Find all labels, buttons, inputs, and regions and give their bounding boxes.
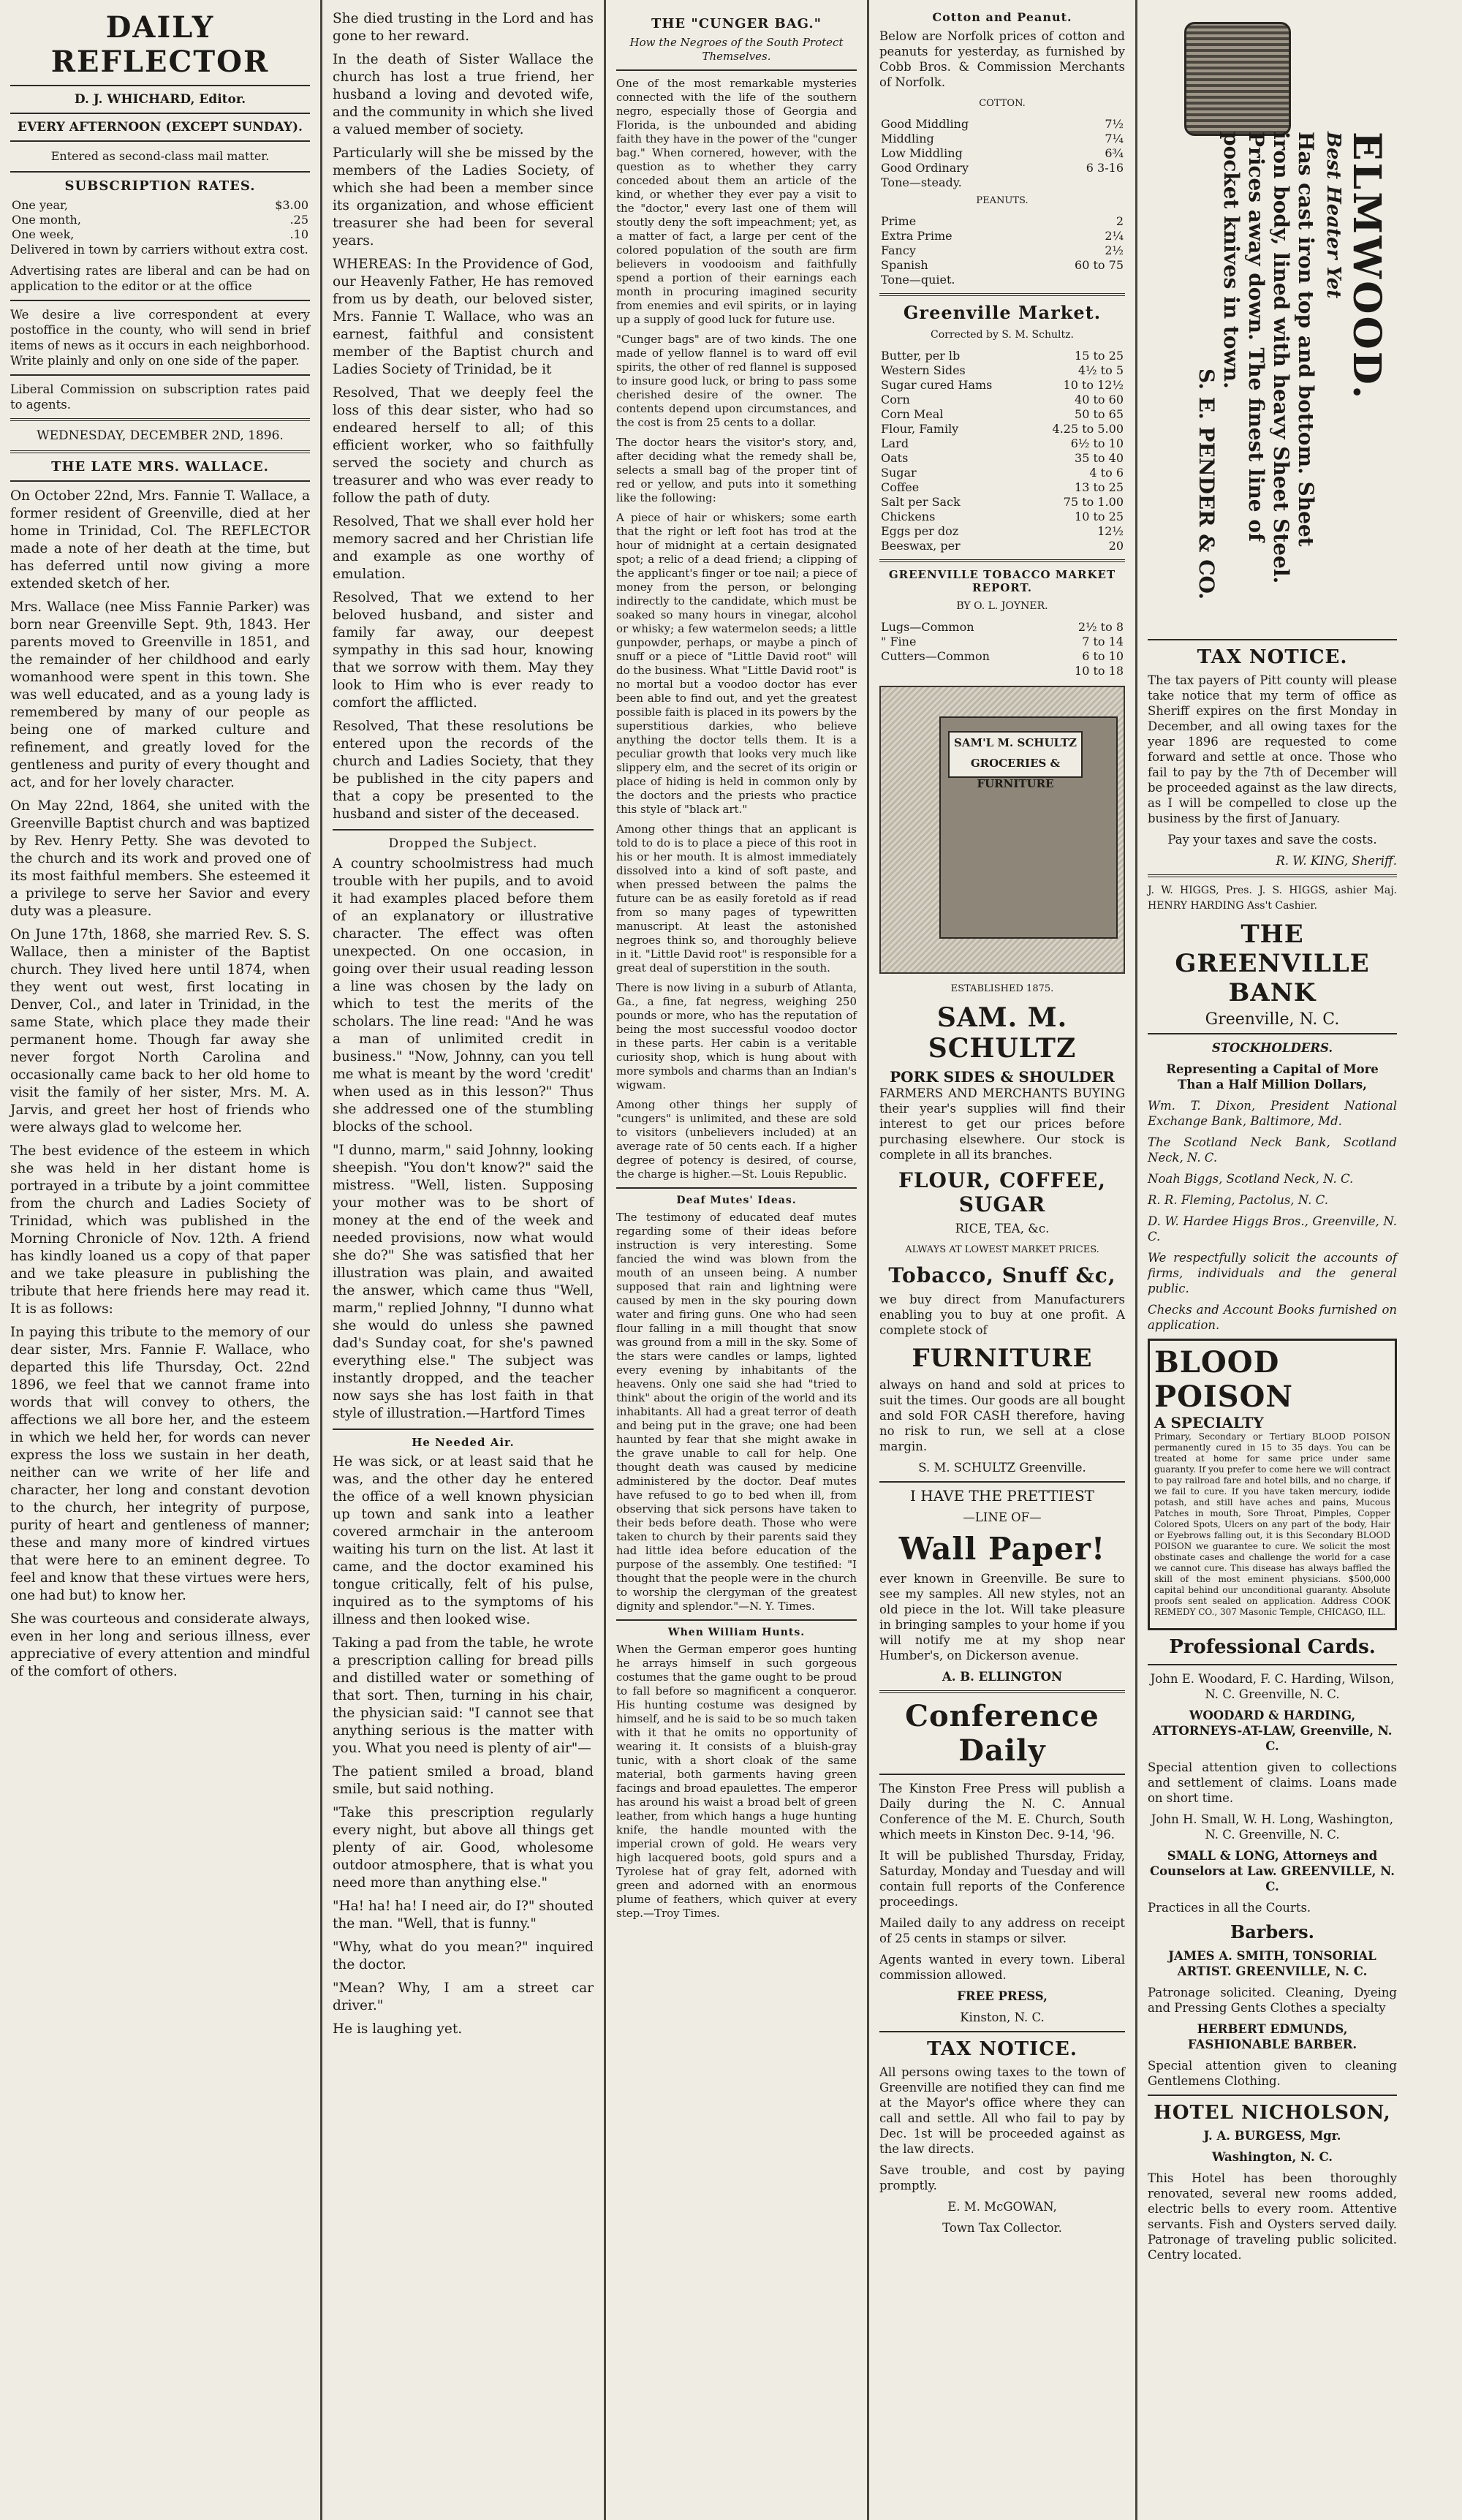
subscription-title: SUBSCRIPTION RATES.	[64, 178, 256, 194]
table-cell: Spanish	[881, 258, 928, 272]
table-cell: Prime	[881, 214, 917, 228]
conference-paragraph: It will be published Thursday, Friday, Saturday, Monday and Tuesday and will contain full reports of the Conference proceedings.	[879, 1849, 1125, 1909]
tobacco-table	[879, 620, 1125, 678]
schedule-line: EVERY AFTERNOON (EXCEPT SUNDAY).	[18, 120, 303, 135]
article-subtitle: How the Negroes of the South Protect Themselves.	[629, 36, 844, 63]
cotton-table	[879, 117, 1125, 190]
stockholder: D. W. Hardee Higgs Bros., Greenville, N. C.	[1148, 1214, 1397, 1244]
table-cell: 75 to 1.00	[1063, 495, 1124, 509]
divider	[879, 293, 1125, 296]
table-row	[879, 349, 1125, 363]
stockholder: The Scotland Neck Bank, Scotland Neck, N. C.	[1148, 1135, 1397, 1165]
table-row	[879, 363, 1125, 378]
story-title: He Needed Air.	[412, 1436, 515, 1449]
rate-price: $3.00	[275, 198, 308, 212]
subscription-rates	[10, 198, 310, 242]
peanut-head: PEANUTS.	[976, 195, 1029, 206]
divider	[879, 559, 1125, 562]
professional-card: John E. Woodard, F. C. Harding, Wilson, N. C. Greenville, N. C.	[1150, 1672, 1395, 1701]
divider	[10, 113, 310, 114]
schultz-prices: ALWAYS AT LOWEST MARKET PRICES.	[905, 1244, 1099, 1255]
table-cell: Oats	[881, 451, 909, 465]
town-tax-title: TAX NOTICE.	[927, 2038, 1077, 2060]
table-cell: Corn	[881, 393, 910, 406]
table-cell: Tone—steady.	[881, 175, 962, 189]
article-paragraph: When the German emperor goes hunting he arrays himself in such gorgeous costumes that the game ought to be proud to fall before so magnificent a conqueror. His hunting costume was designed by himself, and he is said to be so much taken with it that he omits no opportunity of wearing it. It consists of a bluish-gray tunic, with a short cloak of the same material, both garments having green facings and broad epaulettes. The emperor has around his waist a broad belt of green leather, from which hangs a huge hunting knife, the handle mounted with the imperial crown of gold. He wears very high lacquered boots, gold spurs and a Tyrolese hat of gray felt, adorned with green and adorned with an enormous plume of feathers, which quiver at every step.—Troy Times.	[616, 1643, 857, 1920]
table-cell: Chickens	[881, 510, 936, 523]
table-cell: 15 to 25	[1075, 349, 1124, 363]
obituary-paragraph: On October 22nd, Mrs. Fannie T. Wallace, a former resident of Greenville, died at her home in Trinidad, Col. The REFLECTOR made a note of her death at the time, but has deferred until now giving a more extended sketch of her.	[10, 488, 310, 591]
town-tax-paragraph: All persons owing taxes to the town of Greenville are notified they can find me at the Mayor's office where they can call and settle. All who fail to pay by Dec. 1st will be proceeded against as the law directs.	[879, 2065, 1125, 2156]
heater-stove	[1184, 22, 1291, 136]
article-paragraph: The testimony of educated deaf mutes regarding some of their ideas before instruction is very interesting. Some fancied the wind was blown from the mouth of an unseen being. A number supposed that rain and lightning were caused by men in the sky pouring down water and firing guns. One who had seen flour falling in a mill thought that snow was ground from a mill in the sky. Some of the stars were candles or lamps, lighted every evening by inhabitants of the heavens. Only one said she had "tried to think" about the origin of the world and its inhabitants. All had a great terror of death and being put in the grave; one had been haunted by fear that she might awake in the grave unable to call for help. One thought death was caused by medicine administered by the doctor. Deaf mutes have refused to go to bed when ill, from observing that sick persons have taken to their beds before death. Those who were taken to church by their parents said they had little idea before education of the purpose of the assembly. One testified: "I thought that the people were in the church to worship the clergyman of the greatest dignity and splendor."—N. Y. Times.	[616, 1211, 857, 1613]
stockholder: Noah Biggs, Scotland Neck, N. C.	[1148, 1172, 1354, 1186]
professional-card: Practices in all the Courts.	[1148, 1901, 1311, 1915]
schultz-name: SAM. M. SCHULTZ	[928, 1002, 1077, 1064]
table-cell: Lugs—Common	[881, 620, 974, 634]
conference-paragraph: The Kinston Free Press will publish a Daily during the N. C. Annual Conference of the M. E. Church, South which meets in Kinston Dec. 9-14, '96.	[879, 1782, 1125, 1842]
wallpaper-paragraph: ever known in Greenville. Be sure to see my samples. All new styles, not an old piece in the lot. Will take pleasure in bringing samples to your home if you will notify me at my shop near Humber's, on Dickerson avenue.	[879, 1572, 1125, 1662]
commission-note: Liberal Commission on subscription rates paid to agents.	[10, 382, 310, 412]
table-cell: " Fine	[881, 635, 917, 648]
schultz-line: PORK SIDES & SHOULDER	[890, 1068, 1115, 1086]
wallpaper-title: Wall Paper!	[898, 1531, 1106, 1567]
bank-title: THE GREENVILLE BANK	[1175, 920, 1370, 1007]
article-paragraph: "Cunger bags" are of two kinds. The one made of yellow flannel is to ward off evil spirits, the other of red flannel is supposed to insure good luck, or bring to pass some cherished desire of the owner. The contents depend upon circumstances, and the cost is from 25 cents to a dollar.	[616, 333, 857, 429]
professional-card: Special attention given to collections and settlement of claims. Loans made on short time.	[1148, 1760, 1397, 1805]
table-row	[879, 273, 1125, 287]
professional-card: John H. Small, W. H. Long, Washington, N. C. Greenville, N. C.	[1151, 1812, 1394, 1842]
divider	[616, 69, 857, 71]
tobacco-title: GREENVILLE TOBACCO MARKET REPORT.	[888, 568, 1116, 594]
cotton-head: COTTON.	[979, 98, 1026, 109]
heater-signature: S. E. PENDER & CO.	[1194, 368, 1219, 599]
table-cell: 6 3-16	[1086, 161, 1124, 175]
story-paragraph: "I dunno, marm," said Johnny, looking sheepish. "You don't know?" said the mistress. "Well, listen. Supposing your mother was to be short of money at the end of the week and needed provisions, now what would she do?" She was satisfied that her illustration was plain, and awaited the answer, which came thus "Well, marm," replied Johnny, "I dunno what she would do unless she pawned dad's Sunday coat, for she's pawned everything else." The subject was instantly dropped, and the teacher now says she has lost faith in that style of illustration.—Hartford Times	[333, 1143, 594, 1421]
obituary-title: THE LATE MRS. WALLACE.	[51, 459, 269, 474]
table-row	[879, 480, 1125, 495]
divider	[10, 480, 310, 482]
heater-brand: ELMWOOD.	[1344, 132, 1389, 401]
article-paragraph: One of the most remarkable mysteries connected with the life of the southern negro, especially those of Georgia and Florida, is the unbounded and abiding faith they have in the power of the "cunger bag." When cornered, however, with the question as to whether they carry conceded about them an article of the kind, or whether they ever pay a visit to the "doctor," every last one of them will stoutly deny the soft impeachment; yet, as a matter of fact, a large per cent of the colored population of the south are firm believers in voodooism and faithfully spend a portion of their earnings each month in procuring imagined security from enemies and evil spirits, or in laying up a supply of good luck for future use.	[616, 77, 857, 326]
table-cell: 40 to 60	[1075, 393, 1124, 406]
article-paragraph: A piece of hair or whiskers; some earth that the right or left foot has trod at the hour of midnight at a certain designated spot; a relic of a dead friend; a clipping of the applicant's finger or toe nail; a piece of money from the person, or belonging indirectly to the candidate, which must be soaked so many hours in vinegar, alcohol or whisky; a few watermelon seeds; a little gunpowder, perhaps, or maybe a pinch of snuff or a piece of "Little David root" will do the business. What "Little David root" is no mortal but a voodoo doctor has ever been able to find out, and yet the greatest possible faith is placed in its powers by the superstitious darkies, who believe anything the doctor tells them. It is a peculiar growth that looks very much like slippery elm, and the secret of its origin or place of hiding is held in common only by the doctors and the priests who practice this style of "black art."	[616, 511, 857, 816]
hotel-paragraph: This Hotel has been thoroughly renovated, several new rooms added, electric bells to every room. Attentive servants. Fish and Oysters served daily. Patronage of traveling public solicited. Centry located.	[1148, 2171, 1397, 2262]
table-cell: Flour, Family	[881, 422, 959, 436]
heater-illustration	[1148, 15, 1397, 124]
table-cell: 60 to 75	[1075, 258, 1124, 272]
heater-body: Has cast iron top and bottom. Sheet iron body, lined with heavy Sheet Steel. Prices away down. The finest line of pocket knives in town.	[1219, 132, 1318, 584]
table-cell: Good Middling	[881, 117, 969, 131]
blood-poison-sub: A SPECIALTY	[1154, 1414, 1264, 1431]
blood-poison-paragraph: Primary, Secondary or Tertiary BLOOD POISON permanently cured in 15 to 35 days. You can be treated at home for same price under same guaranty. If you prefer to come here we will contract to pay railroad fare and hotel bills, and no charge, if we fail to cure. If you have taken mercury, iodide potash, and still have aches and pains, Mucous Patches in mouth, Sore Throat, Pimples, Copper Colored Spots, Ulcers on any part of the body, Hair or Eyebrows falling out, it is this Secondary BLOOD POISON we guarantee to cure. We solicit the most obstinate cases and challenge the world for a case we cannot cure. This disease has always baffled the skill of the most eminent physicians. $500,000 capital behind our unconditional guaranty. Absolute proofs sent sealed on application. Address COOK REMEDY CO., 307 Masonic Temple, CHICAGO, ILL.	[1154, 1431, 1390, 1617]
blood-poison-ad	[1148, 1339, 1397, 1630]
town-tax-signature: Town Tax Collector.	[942, 2221, 1062, 2235]
sheriff-tax-paragraph: The tax payers of Pitt county will please take notice that my term of office as Sheriff expires on the first Monday in December, and all owing taxes for the year 1896 are requested to come forward and settle at once. Those who fail to pay by the 7th of December will be proceeded against as the law directs, as I will be compelled to close up the business by the first of January.	[1148, 673, 1397, 825]
tobacco-by: BY O. L. JOYNER.	[956, 600, 1048, 612]
rate-period: One month,	[12, 213, 81, 227]
table-cell: Coffee	[881, 480, 920, 494]
divider	[10, 374, 310, 376]
table-cell: 2½ to 8	[1077, 620, 1124, 634]
barber-card: Special attention given to cleaning Gentlemens Clothing.	[1148, 2059, 1397, 2088]
table-cell: Cutters—Common	[881, 649, 990, 663]
table-cell	[1050, 175, 1125, 190]
store-sign: SAM'L M. SCHULTZ GROCERIES & FURNITURE	[948, 731, 1083, 778]
article-paragraph: Among other things that an applicant is told to do is to place a piece of this root in his or her mouth. It is almost immediately dissolved into a kind of soft paste, and when pressed between the palms the future can be as easily foretold as if read from so many pages of typewritten manuscript. At least the astonished negroes think so, and thoroughly believe in it. "Little David root" is responsible for a great deal of superstition in the south.	[616, 822, 857, 975]
table-row	[879, 495, 1125, 510]
professional-card: SMALL & LONG, Attorneys and Counselors at Law. GREENVILLE, N. C.	[1150, 1849, 1395, 1893]
table-cell: 4.25 to 5.00	[1052, 422, 1124, 436]
bank-city: Greenville, N. C.	[1205, 1010, 1340, 1029]
divider	[879, 1481, 1125, 1483]
delivery-note: Delivered in town by carriers without extra cost.	[10, 243, 308, 257]
column-resolutions-stories	[322, 0, 604, 2520]
table-row	[879, 620, 1125, 635]
resolution-paragraph: Resolved, That we shall ever hold her memory sacred and her Christian life and example as one worthy of emulation.	[333, 514, 594, 582]
table-cell: 13 to 25	[1075, 480, 1124, 494]
story-paragraph: He is laughing yet.	[333, 2021, 463, 2037]
story-title: Dropped the Subject.	[388, 836, 538, 851]
table-row	[879, 258, 1125, 273]
table-cell: Salt per Sack	[881, 495, 961, 509]
obituary-paragraph: Mrs. Wallace (nee Miss Fannie Parker) was born near Greenville Sept. 9th, 1843. Her parents moved to Greenville in 1851, and the remainder of her childhood and early womanhood were spent in this town. She was well educated, and as a young lady is remembered by many of our people as being one of marked culture and refinement, and greatly loved for the gentleness and purity of every thought and act, and for her lovely character.	[10, 599, 310, 790]
barber-card: Patronage solicited. Cleaning, Dyeing and Pressing Gents Clothes a specialty	[1148, 1986, 1397, 2015]
stockholder: Wm. T. Dixon, President National Exchange Bank, Baltimore, Md.	[1148, 1099, 1397, 1128]
table-row	[879, 510, 1125, 524]
table-row	[879, 393, 1125, 407]
market-corrected: Corrected by S. M. Schultz.	[931, 329, 1074, 341]
resolution-paragraph: Resolved, That we deeply feel the loss of this dear sister, who had so endeared herself to all; of this efficient worker, who so faithfully served the society and church as treasurer and who was ever ready to follow the path of duty.	[333, 385, 594, 506]
table-cell: Fancy	[881, 243, 916, 257]
story-paragraph: He was sick, or at least said that he was, and the other day he entered the office of a well known physician up town and sank into a leather covered armchair in the anteroom waiting his turn on the list. At last it came, and the doctor examined his tongue critically, felt of his pulse, inquired as to the symptoms of his illness and then looked wise.	[333, 1454, 594, 1627]
table-row	[879, 422, 1125, 436]
blood-poison-title: BLOOD POISON	[1154, 1345, 1293, 1414]
barber-card: HERBERT EDMUNDS, FASHIONABLE BARBER.	[1187, 2022, 1357, 2051]
heater-title: Best Heater Yet	[1322, 132, 1344, 299]
table-cell: Butter, per lb	[881, 349, 961, 363]
table-cell: 7½	[1105, 117, 1124, 131]
table-cell: 10 to 25	[1075, 510, 1124, 523]
schultz-tobacco: Tobacco, Snuff &c,	[888, 1263, 1116, 1287]
table-row	[879, 146, 1125, 161]
entered-note: Entered as second-class mail matter.	[50, 149, 270, 163]
table-cell: 35 to 40	[1075, 451, 1124, 465]
article-paragraph: There is now living in a suburb of Atlanta, Ga., a fine, fat negress, weighing 250 pounds or more, who has the reputation of being the most successful voodoo doctor in these parts. Her cabin is a veritable curiosity shop, which is hung about with more symbols and charms than an Indian's wigwam.	[616, 981, 857, 1091]
hotel-manager: J. A. BURGESS, Mgr.	[1203, 2129, 1341, 2143]
table-cell	[879, 664, 1047, 678]
divider	[616, 1619, 857, 1621]
conference-signature: Kinston, N. C.	[960, 2010, 1045, 2024]
professional-cards-title: Professional Cards.	[1169, 1636, 1376, 1658]
table-cell: 2	[1116, 214, 1124, 228]
divider	[10, 300, 310, 301]
divider	[10, 171, 310, 173]
barber-card: JAMES A. SMITH, TONSORIAL ARTIST. GREENVILLE, N. C.	[1168, 1949, 1376, 1978]
table-cell: Corn Meal	[881, 407, 944, 421]
cotton-intro: Below are Norfolk prices of cotton and peanuts for yesterday, as furnished by Cobb Bros. & Commission Merchants of Norfolk.	[879, 29, 1125, 89]
town-tax-paragraph: Save trouble, and cost by paying promptly.	[879, 2163, 1125, 2192]
divider	[333, 1429, 594, 1430]
divider	[879, 2031, 1125, 2032]
table-row	[879, 132, 1125, 146]
resolution-paragraph: She died trusting in the Lord and has gone to her reward.	[333, 11, 594, 44]
barbers-title: Barbers.	[1230, 1921, 1315, 1942]
schultz-tobacco-paragraph: we buy direct from Manufacturers enabling you to buy at one profit. A complete stock of	[879, 1293, 1125, 1337]
sheriff-tax-title: TAX NOTICE.	[1197, 646, 1348, 668]
column-cunger-bag	[606, 0, 867, 2520]
column-markets-ads	[869, 0, 1135, 2520]
table-cell: Sugar	[881, 466, 917, 480]
wallpaper-signature: A. B. ELLINGTON	[942, 1670, 1063, 1684]
wallpaper-intro: I HAVE THE PRETTIEST	[910, 1487, 1094, 1505]
town-tax-signature: E. M. McGOWAN,	[947, 2200, 1057, 2214]
bank-paragraph: Checks and Account Books furnished on application.	[1148, 1303, 1397, 1332]
table-cell: 4½ to 5	[1077, 363, 1124, 377]
table-cell: Sugar cured Hams	[881, 378, 993, 392]
table-cell: 6 to 10	[1082, 649, 1124, 663]
obituary-paragraph: The best evidence of the esteem in which she was held in her distant home is portrayed in a tribute by a joint committee from the church and Ladies Society of Trinidad, which was published in the Morning Chronicle of Nov. 12th. A friend has kindly loaned us a copy of that paper and we take pleasure in publishing the tribute that here friends here may read it. It is as follows:	[10, 1143, 310, 1317]
rate-period: One year,	[12, 198, 68, 212]
column-bank-cards	[1137, 0, 1407, 2520]
table-cell: 10 to 12½	[1063, 378, 1124, 392]
schultz-goods2: RICE, TEA, &c.	[955, 1222, 1050, 1236]
divider	[1148, 1033, 1397, 1034]
story-paragraph: "Take this prescription regularly every night, but above all things get plenty of air. Good, wholesome outdoor atmosphere, that is what you need more than anything else."	[333, 1805, 594, 1891]
rate-period: One week,	[12, 227, 75, 241]
table-cell: Eggs per doz	[881, 524, 959, 538]
editor-line: D. J. WHICHARD, Editor.	[74, 92, 246, 107]
table-cell: 10 to 18	[1075, 664, 1124, 678]
divider	[879, 1690, 1125, 1693]
resolution-paragraph: In the death of Sister Wallace the church has lost a true friend, her husband a loving and devoted wife, and the community in which she lived a valued member of society.	[333, 52, 594, 137]
divider	[1148, 874, 1397, 877]
divider	[333, 829, 594, 830]
table-cell: 4 to 6	[1089, 466, 1124, 480]
table-cell: Western Sides	[881, 363, 966, 377]
divider	[10, 85, 310, 86]
story-paragraph: Taking a pad from the table, he wrote a prescription calling for bread pills and distilled water or something of that sort. Then, turning in his chair, the physician said: "I cannot see that anything serious is the matter with you. What you need is plenty of air"—	[333, 1635, 594, 1756]
divider	[1148, 639, 1397, 640]
schultz-goods: FLOUR, COFFEE, SUGAR	[898, 1168, 1106, 1217]
schultz-furniture: FURNITURE	[912, 1344, 1093, 1373]
table-cell: 7 to 14	[1082, 635, 1124, 648]
hotel-title: HOTEL NICHOLSON,	[1154, 2102, 1391, 2124]
divider	[616, 1187, 857, 1189]
resolution-paragraph: Resolved, That we extend to her beloved husband, and sister and family far away, our deepest sympathy in this sad hour, knowing that we sorrow with them. May they look to Him who is ever ready to comfort the afflicted.	[333, 590, 594, 711]
divider	[1148, 1664, 1397, 1665]
table-cell: Good Ordinary	[881, 161, 969, 175]
wallpaper-line: —LINE OF—	[963, 1510, 1042, 1524]
divider	[10, 418, 310, 421]
article-title: When William Hunts.	[667, 1627, 806, 1638]
table-cell: Middling	[881, 132, 934, 145]
obituary-paragraph: On May 22nd, 1864, she united with the Greenville Baptist church and was baptized by Rev. Henry Petty. She was devoted to the church and its work and proved one of its most faithful members. She esteemed it a privilege to serve her Savior and every duty was a pleasure.	[10, 798, 310, 919]
bank-paragraph: We respectfully solicit the accounts of firms, individuals and the general public.	[1148, 1251, 1397, 1295]
market-table	[879, 349, 1125, 553]
store-illustration	[879, 686, 1125, 974]
table-row	[879, 524, 1125, 539]
divider	[10, 140, 310, 142]
table-row	[879, 466, 1125, 480]
story-paragraph: The patient smiled a broad, bland smile, but said nothing.	[333, 1764, 594, 1797]
correspondent-note: We desire a live correspondent at every postoffice in the county, who will send in brief items of news as it occurs in each neighborhood. Write plainly and only on one side of the paper.	[10, 308, 310, 368]
stockholders-intro: Representing a Capital of More Than a Half Million Dollars,	[1166, 1062, 1379, 1091]
table-cell: 2½	[1105, 243, 1124, 257]
table-row	[879, 407, 1125, 422]
sheriff-tax-paragraph: Pay your taxes and save the costs.	[1167, 833, 1377, 847]
table-cell: Extra Prime	[881, 229, 952, 243]
schultz-furniture-paragraph: always on hand and sold at prices to suit the times. Our goods are all bought and sold FOR CASH therefore, having no risk to run, we sell at a close margin.	[879, 1378, 1125, 1453]
peanut-table	[879, 214, 1125, 287]
market-title: Greenville Market.	[903, 302, 1102, 323]
story-paragraph: "Why, what do you mean?" inquired the doctor.	[333, 1940, 594, 1972]
table-cell: 6¾	[1105, 146, 1124, 160]
divider	[10, 450, 310, 453]
table-cell	[1026, 273, 1125, 287]
cotton-title: Cotton and Peanut.	[932, 10, 1072, 24]
rate-row	[10, 198, 310, 213]
obituary-paragraph: She was courteous and considerate always, even in her long and serious illness, ever appreciative of every attention and mindful of the comfort of others.	[10, 1611, 310, 1679]
rate-row	[10, 213, 310, 227]
resolution-paragraph: Particularly will she be missed by the members of the Ladies Society, of which she had been a member since its organization, and whose efficient treasurer she had been for several years.	[333, 145, 594, 249]
table-cell: Low Middling	[881, 146, 963, 160]
table-cell: 12½	[1097, 524, 1124, 538]
story-paragraph: "Mean? Why, I am a street car driver."	[333, 1980, 594, 2013]
table-cell: Beeswax, per	[881, 539, 961, 553]
table-cell: 20	[1108, 539, 1124, 553]
table-row	[879, 635, 1125, 649]
article-paragraph: The doctor hears the visitor's story, and, after deciding what the remedy shall be, selects a small bag of the proper tint of red or yellow, and puts into it something like the following:	[616, 436, 857, 504]
sheriff-signature: R. W. KING, Sheriff.	[1276, 854, 1397, 868]
masthead-title: DAILY REFLECTOR	[50, 10, 270, 79]
table-row	[879, 214, 1125, 229]
article-title: Deaf Mutes' Ideas.	[676, 1195, 797, 1206]
hotel-city: Washington, N. C.	[1211, 2150, 1333, 2164]
professional-card: WOODARD & HARDING, ATTORNEYS-AT-LAW, Greenville, N. C.	[1152, 1709, 1393, 1753]
table-row	[879, 664, 1125, 678]
heater-ad	[1145, 124, 1393, 607]
table-cell: 2¼	[1105, 229, 1124, 243]
table-row	[879, 436, 1125, 451]
stockholders-title: STOCKHOLDERS.	[1211, 1041, 1333, 1055]
divider	[1148, 2095, 1397, 2096]
conference-paragraph: Mailed daily to any address on receipt of 25 cents in stamps or silver.	[879, 1916, 1125, 1945]
table-cell: Lard	[881, 436, 909, 450]
table-row	[879, 539, 1125, 553]
conference-signature: FREE PRESS,	[957, 1989, 1048, 2003]
table-row	[879, 378, 1125, 393]
article-title: THE "CUNGER BAG."	[651, 16, 822, 31]
obituary-paragraph: In paying this tribute to the memory of our dear sister, Mrs. Fannie F. Wallace, who departed this life Thursday, Oct. 22nd 1896, we feel that we cannot frame into words that will convey to others, the affections we all bore her, and the esteem in which we held her, for words can never express the loss we sustain in her death, neither can we write of her life and character, her long and constant devotion to the church, her integrity of purpose, purity of heart and gentleness of manner; these and many more of kindred virtues that were here to an eminent degree. To feel and know that these virtues were hers, one had but) to know her.	[10, 1325, 310, 1603]
table-cell: 6½ to 10	[1070, 436, 1124, 450]
schultz-paragraph: FARMERS AND MERCHANTS BUYING their year's supplies will find their interest to get our prices before purchasing elsewhere. Our stock is complete in all its branches.	[879, 1086, 1125, 1162]
advertising-note: Advertising rates are liberal and can be had on application to the editor or at the office	[10, 264, 310, 293]
table-row	[879, 117, 1125, 132]
conference-paragraph: Agents wanted in every town. Liberal commission allowed.	[879, 1953, 1125, 1982]
table-cell: 7¼	[1105, 132, 1124, 145]
story-paragraph: "Ha! ha! ha! I need air, do I?" shouted the man. "Well, that is funny."	[333, 1899, 594, 1931]
rate-row	[10, 227, 310, 242]
article-paragraph: Among other things her supply of "cungers" is unlimited, and these are sold to visitors (unbelievers included) at an average rate of 50 cents each. If a higher degree of potency is desired, of course, the charge is higher.—St. Louis Republic.	[616, 1098, 857, 1181]
table-cell: Tone—quiet.	[881, 273, 955, 287]
rate-price: .10	[289, 227, 308, 241]
issue-date: WEDNESDAY, DECEMBER 2ND, 1896.	[37, 428, 284, 443]
story-paragraph: A country schoolmistress had much trouble with her pupils, and to avoid it had examples placed before them of an explanatory or illustrative character. The effect was often unexpected. On one occasion, in going over their usual reading lesson a line was chosen by the lady on which to test the merits of the scholars. The line read: "And he was a man of unlimited credit in business." "Now, Johnny, can you tell me what is meant by the word 'credit' when used as in this lesson?" Thus she addressed one of the stumbling blocks of the school.	[333, 856, 594, 1135]
rate-price: .25	[289, 213, 308, 227]
heater-ad-rotated	[1145, 124, 1393, 607]
stockholder: R. R. Fleming, Pactolus, N. C.	[1148, 1193, 1328, 1207]
table-row	[879, 161, 1125, 175]
table-cell: 50 to 65	[1075, 407, 1124, 421]
obituary-paragraph: On June 17th, 1868, she married Rev. S. S. Wallace, then a minister of the Baptist church. They lived here until 1874, when they went out west, first locating in Denver, Col., and later in Trinidad, in the same State, which place they made their permanent home. Though far away she never forgot North Carolina and occasionally came back to her old home to visit the family of her sister, Mrs. M. A. Jarvis, and greet her host of friends who were always glad to welcome her.	[10, 927, 310, 1135]
table-row	[879, 175, 1125, 190]
resolution-paragraph: Resolved, That these resolutions be entered upon the records of the church and Ladies Society, that they be published in the city papers and that a copy be presented to the husband and sister of the deceased.	[333, 719, 594, 822]
conference-title: Conference Daily	[905, 1699, 1099, 1768]
bank-officers: J. W. HIGGS, Pres. J. S. HIGGS, ashier Maj. HENRY HARDING Ass't Cashier.	[1148, 885, 1397, 912]
table-row	[879, 229, 1125, 243]
table-row	[879, 649, 1125, 664]
table-row	[879, 243, 1125, 258]
column-masthead-obituary	[0, 0, 320, 2520]
divider	[879, 1774, 1125, 1775]
resolution-paragraph: WHEREAS: In the Providence of God, our Heavenly Father, He has removed from us by death, our beloved sister, Mrs. Fannie T. Wallace, who was an earnest, faithful and consistent member of the Baptist church and Ladies Society of Trinidad, be it	[333, 257, 594, 377]
established-line: ESTABLISHED 1875.	[950, 983, 1054, 994]
table-row	[879, 451, 1125, 466]
schultz-signature: S. M. SCHULTZ Greenville.	[918, 1461, 1086, 1475]
